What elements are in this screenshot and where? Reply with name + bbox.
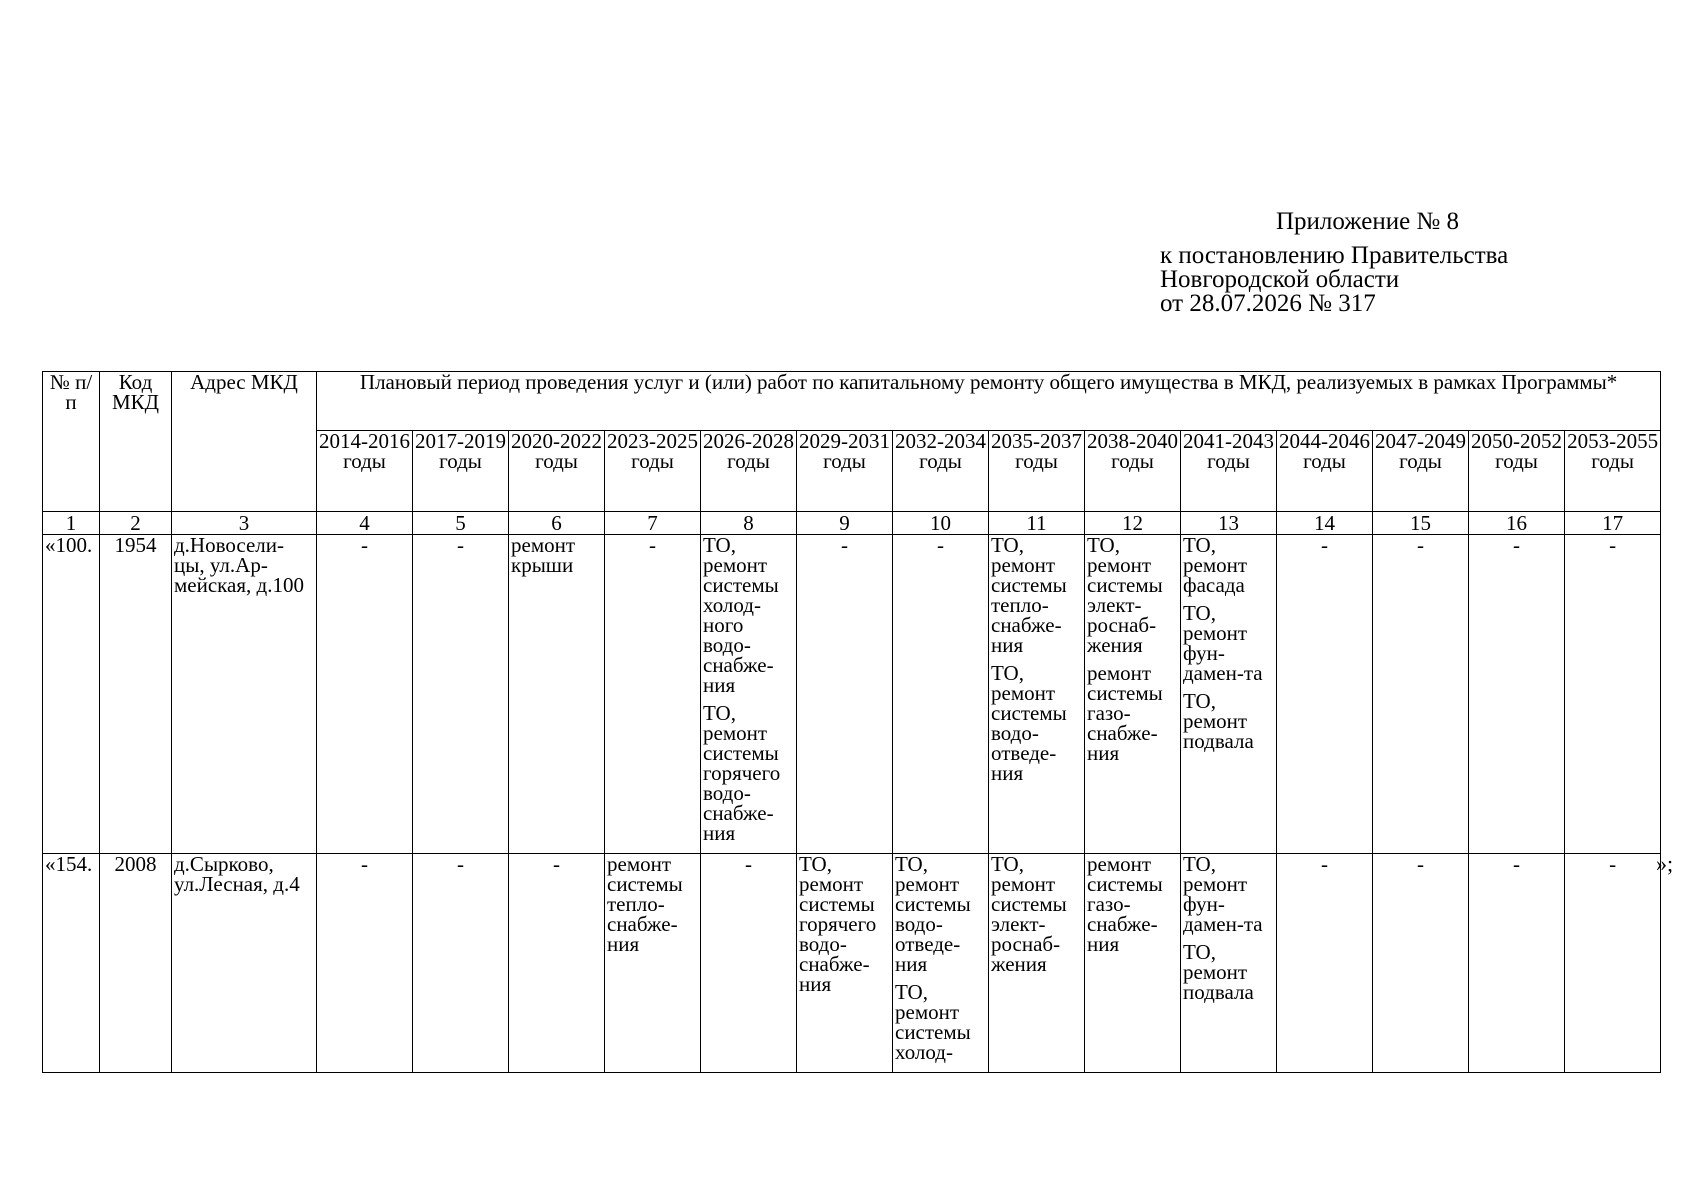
work-cell (509, 854, 605, 1073)
closing-quote-mark: »; (1656, 851, 1674, 876)
column-number: 17 (1565, 512, 1661, 535)
period-unit: годы (1303, 449, 1346, 473)
work-cell (989, 854, 1085, 1073)
work-cell (509, 535, 605, 854)
work-cell (413, 535, 509, 854)
period-header-cell (1181, 431, 1277, 512)
work-item: - (1417, 534, 1424, 557)
column-number: 14 (1277, 512, 1373, 535)
work-item: - (1417, 853, 1424, 876)
column-number-row (43, 512, 1661, 535)
work-cell (605, 854, 701, 1073)
column-number: 11 (989, 512, 1085, 535)
column-number: 3 (172, 512, 317, 535)
work-cell (1277, 535, 1373, 854)
period-header-cell (989, 431, 1085, 512)
work-cell (701, 535, 797, 854)
column-number: 15 (1373, 512, 1469, 535)
work-cell (1373, 535, 1469, 854)
header-code: Код МКД (100, 372, 172, 512)
work-item: - (457, 853, 464, 876)
work-cell (989, 535, 1085, 854)
work-cell (1181, 854, 1277, 1073)
work-item: ТО, ремонт фун-дамен-та (1183, 601, 1263, 685)
period-range: 2029-2031 (799, 430, 890, 453)
column-number: 4 (317, 512, 413, 535)
period-header-cell (701, 431, 797, 512)
work-item: ТО, ремонт фасада (1183, 534, 1248, 597)
row-address: д.Сырково, ул.Лесная, д.4 (172, 854, 317, 1073)
column-number: 16 (1469, 512, 1565, 535)
work-item: - (1513, 534, 1520, 557)
work-cell (1469, 535, 1565, 854)
work-cell (1181, 535, 1277, 854)
period-unit: годы (727, 449, 770, 473)
work-item: - (1609, 853, 1617, 876)
period-unit: годы (1495, 449, 1538, 473)
appendix-line: от 28.07.2026 № 317 (1160, 290, 1376, 317)
column-number: 2 (100, 512, 172, 535)
period-range: 2053-2055 (1567, 430, 1659, 453)
appendix-title: Приложение № 8 (1276, 208, 1460, 235)
header-period-group: Плановый период проведения услуг и (или) работ по капитальному ремонту общего имущества в МКД, реализуемых в рамках Программы* (317, 372, 1661, 431)
work-item: ТО, ремонт системы горячего водо-снабже-ния (799, 853, 877, 996)
column-number: 12 (1085, 512, 1181, 535)
period-header-cell (509, 431, 605, 512)
row-code: 2008 (100, 854, 172, 1073)
work-item: ТО, ремонт системы холод- (895, 980, 971, 1064)
work-cell (1085, 854, 1181, 1073)
work-cell (1565, 535, 1661, 854)
work-item: ТО, ремонт системы элект-роснаб-жения (1087, 534, 1163, 657)
period-header-cell (1277, 431, 1373, 512)
column-number: 7 (605, 512, 701, 535)
period-header-cell (1469, 431, 1565, 512)
work-item: - (841, 534, 848, 557)
period-header-cell (1085, 431, 1181, 512)
work-cell (701, 854, 797, 1073)
row-number: «100. (43, 535, 100, 854)
row-number: «154. (43, 854, 100, 1073)
work-item: ТО, ремонт фун-дамен-та (1183, 853, 1263, 936)
column-number: 5 (413, 512, 509, 535)
work-cell (413, 854, 509, 1073)
column-number: 9 (797, 512, 893, 535)
period-header-cell (893, 431, 989, 512)
column-number: 13 (1181, 512, 1277, 535)
work-item: ремонт крыши (511, 534, 576, 577)
header-row (43, 372, 1661, 431)
work-cell (893, 854, 989, 1073)
work-item: - (553, 853, 560, 876)
work-item: - (1321, 853, 1328, 876)
period-header-cell (797, 431, 893, 512)
period-header-cell (413, 431, 509, 512)
work-item: ТО, ремонт системы водо-отведе-ния (991, 661, 1067, 785)
work-cell (1565, 854, 1661, 1073)
work-item: ремонт системы тепло-снабже-ния (607, 853, 683, 956)
work-item: - (361, 534, 368, 557)
work-cell (1085, 535, 1181, 854)
period-range: 2014-2016 (319, 430, 410, 453)
period-unit: годы (535, 449, 578, 473)
period-unit: годы (1207, 449, 1250, 473)
work-item: ремонт системы газо-снабже-ния (1087, 661, 1163, 765)
work-cell (605, 535, 701, 854)
period-range: 2044-2046 (1279, 430, 1370, 453)
period-unit: годы (823, 449, 866, 473)
header-address: Адрес МКД (172, 372, 317, 512)
period-range: 2050-2052 (1471, 430, 1562, 453)
work-item: - (361, 853, 368, 876)
period-unit: годы (439, 449, 482, 473)
work-item: - (649, 534, 656, 557)
column-number: 8 (701, 512, 797, 535)
work-item: ТО, ремонт системы горячего водо-снабже-ния (703, 701, 781, 845)
period-range: 2023-2025 (607, 430, 698, 453)
column-number: 6 (509, 512, 605, 535)
column-number: 10 (893, 512, 989, 535)
work-cell (893, 535, 989, 854)
work-cell (317, 535, 413, 854)
period-header-cell (1373, 431, 1469, 512)
work-item: ТО, ремонт подвала (1183, 689, 1254, 753)
work-item: - (1513, 853, 1520, 876)
work-item: ТО, ремонт системы холод-ного водо-снабже-ния (703, 534, 779, 697)
work-item: - (937, 534, 944, 557)
appendix-block (1160, 210, 1660, 316)
work-item: ремонт системы газо-снабже-ния (1087, 853, 1163, 956)
period-header-cell (605, 431, 701, 512)
period-header-cell (317, 431, 413, 512)
period-range: 2020-2022 (511, 430, 602, 453)
work-item: - (457, 534, 464, 557)
period-unit: годы (1591, 449, 1634, 473)
row-address: д.Новосели-цы, ул.Ар-мейская, д.100 (172, 535, 317, 854)
work-item: ТО, ремонт системы водо-отведе-ния (895, 853, 971, 976)
period-header-cell (1565, 431, 1661, 512)
header-num: № п/п (43, 372, 100, 512)
table-row (43, 854, 1661, 1073)
period-unit: годы (919, 449, 962, 473)
capital-repair-table (42, 371, 1661, 1073)
table-row (43, 535, 1661, 854)
work-cell (797, 854, 893, 1073)
work-item: - (1321, 534, 1328, 557)
period-range: 2038-2040 (1087, 430, 1178, 453)
work-cell (317, 854, 413, 1073)
work-item: - (745, 853, 752, 876)
period-range: 2041-2043 (1183, 430, 1274, 453)
work-item: ТО, ремонт системы элект-роснаб-жения (991, 853, 1067, 976)
period-range: 2047-2049 (1375, 430, 1466, 453)
period-range: 2035-2037 (991, 430, 1082, 453)
work-item: ТО, ремонт подвала (1183, 940, 1254, 1004)
work-cell (1469, 854, 1565, 1073)
row-code: 1954 (100, 535, 172, 854)
period-unit: годы (1399, 449, 1442, 473)
period-range: 2032-2034 (895, 430, 986, 453)
work-item: - (1609, 534, 1617, 557)
period-range: 2017-2019 (415, 430, 506, 453)
period-unit: годы (343, 449, 386, 473)
period-unit: годы (631, 449, 674, 473)
appendix-line: к постановлению Правительства (1160, 242, 1509, 269)
table-body (43, 372, 1661, 1073)
period-unit: годы (1015, 449, 1058, 473)
column-number: 1 (43, 512, 100, 535)
work-cell (797, 535, 893, 854)
appendix-line: Новгородской области (1160, 266, 1400, 293)
period-range: 2026-2028 (703, 430, 794, 453)
work-item: ТО, ремонт системы тепло-снабже-ния (991, 534, 1067, 657)
work-cell (1277, 854, 1373, 1073)
period-unit: годы (1111, 449, 1154, 473)
work-cell (1373, 854, 1469, 1073)
